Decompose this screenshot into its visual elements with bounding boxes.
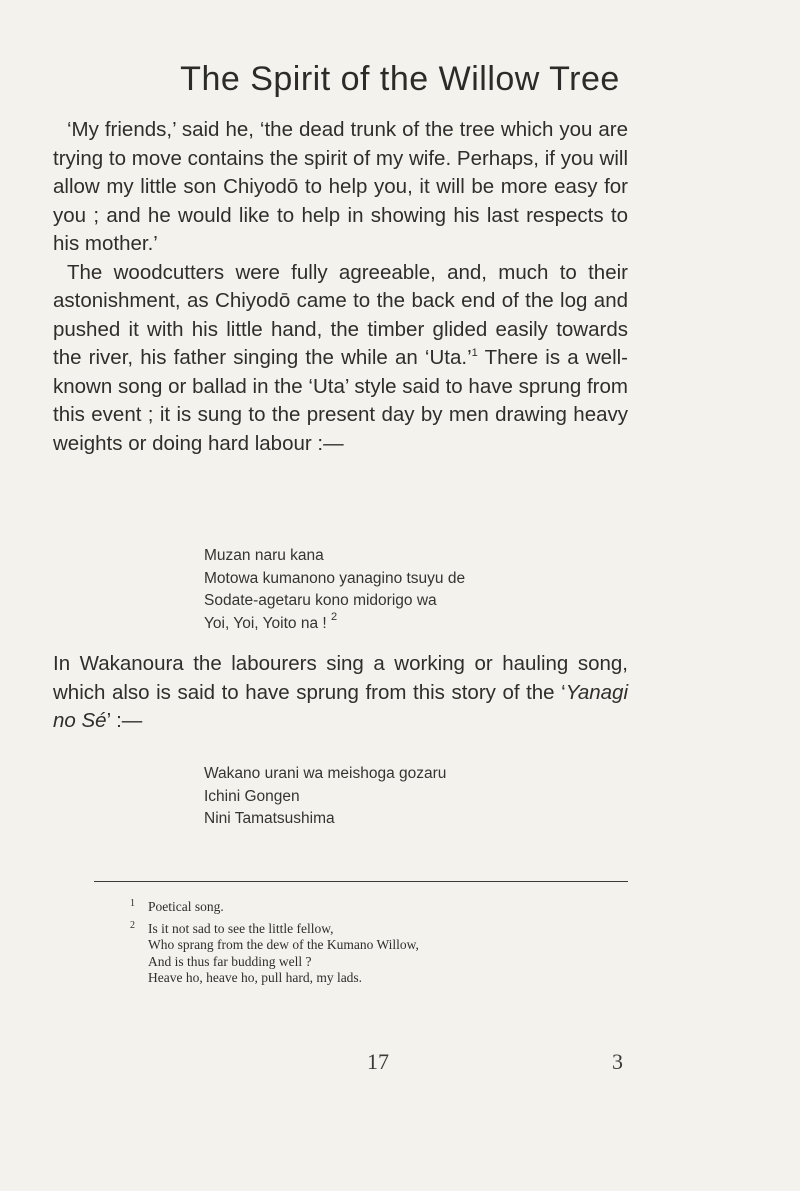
verse-line: Sodate-agetaru kono midorigo wa xyxy=(204,592,437,609)
verse-line: Nini Tamatsushima xyxy=(204,810,335,827)
verse-line: Ichini Gongen xyxy=(204,787,300,805)
footnote-2-mark: 2 xyxy=(130,920,135,932)
paragraph-3-text-b: ’ :— xyxy=(106,709,143,732)
signature-mark: 3 xyxy=(612,1049,623,1074)
footnote-2-line: Is it not sad to see the little fellow, xyxy=(148,921,334,937)
footnote-1-mark: 1 xyxy=(130,898,135,909)
footnote-ref-2: 2 xyxy=(331,610,338,623)
verse-block-1 xyxy=(204,545,465,635)
paragraph-2 xyxy=(53,259,628,459)
footnote-2-line: Who sprang from the dew of the Kumano Willow, xyxy=(148,937,419,953)
page-number: 17 xyxy=(367,1049,389,1074)
verse-line: Wakano urani wa meishoga gozaru xyxy=(204,765,447,782)
footnote-ref-1: 1 xyxy=(471,347,478,359)
footnote-2 xyxy=(130,921,419,986)
verse-line-text: Yoi, Yoi, Yoito na ! xyxy=(204,614,327,632)
footnote-1-text: Poetical song. xyxy=(148,899,224,914)
verse-line: Muzan naru kana xyxy=(204,547,324,564)
footnote-divider xyxy=(94,881,628,882)
body-text-lower xyxy=(53,650,628,736)
footnotes xyxy=(130,899,419,992)
paragraph-2-text-a: The woodcutters were fully agreeable, and, much to their astonishment, as Chiyodō came to the back end of the log and pushed it with his little hand, the timber glided easily towards the river, his father singing the while an ‘Uta.’ xyxy=(53,260,628,369)
body-text-upper xyxy=(53,116,628,458)
footnote-2-line: Heave ho, heave ho, pull hard, my lads. xyxy=(148,969,363,985)
paragraph-3-text-a: In Wakanoura the labourers sing a working or hauling song, which also is said to have sprung from this story of the ‘ xyxy=(53,652,628,704)
paragraph-1: ‘My friends,’ said he, ‘the dead trunk of the tree which you are trying to move contains the spirit of my wife. Perhaps, if you will allow my little son Chiyodō to help you, it will be more easy for you ; and he would like to help in showing his last respects to his mother.’ xyxy=(53,118,628,255)
paragraph-3 xyxy=(53,650,628,736)
paragraph-2-text-b: There is a well-known song or ballad in the ‘Uta’ style said to have sprung from this event ; it is sung to the present day by men drawing heavy weights or doing hard labour :— xyxy=(53,346,628,455)
footnote-1 xyxy=(130,899,419,915)
page-title: The Spirit of the Willow Tree xyxy=(180,60,620,98)
paragraph-3-italic: Yanagi no Sé xyxy=(53,680,628,732)
verse-line: Motowa kumanono yanagino tsuyu de xyxy=(204,569,466,587)
footnote-2-line: And is thus far budding well ? xyxy=(148,953,312,969)
verse-block-2 xyxy=(204,763,446,831)
verse-line xyxy=(204,610,465,636)
